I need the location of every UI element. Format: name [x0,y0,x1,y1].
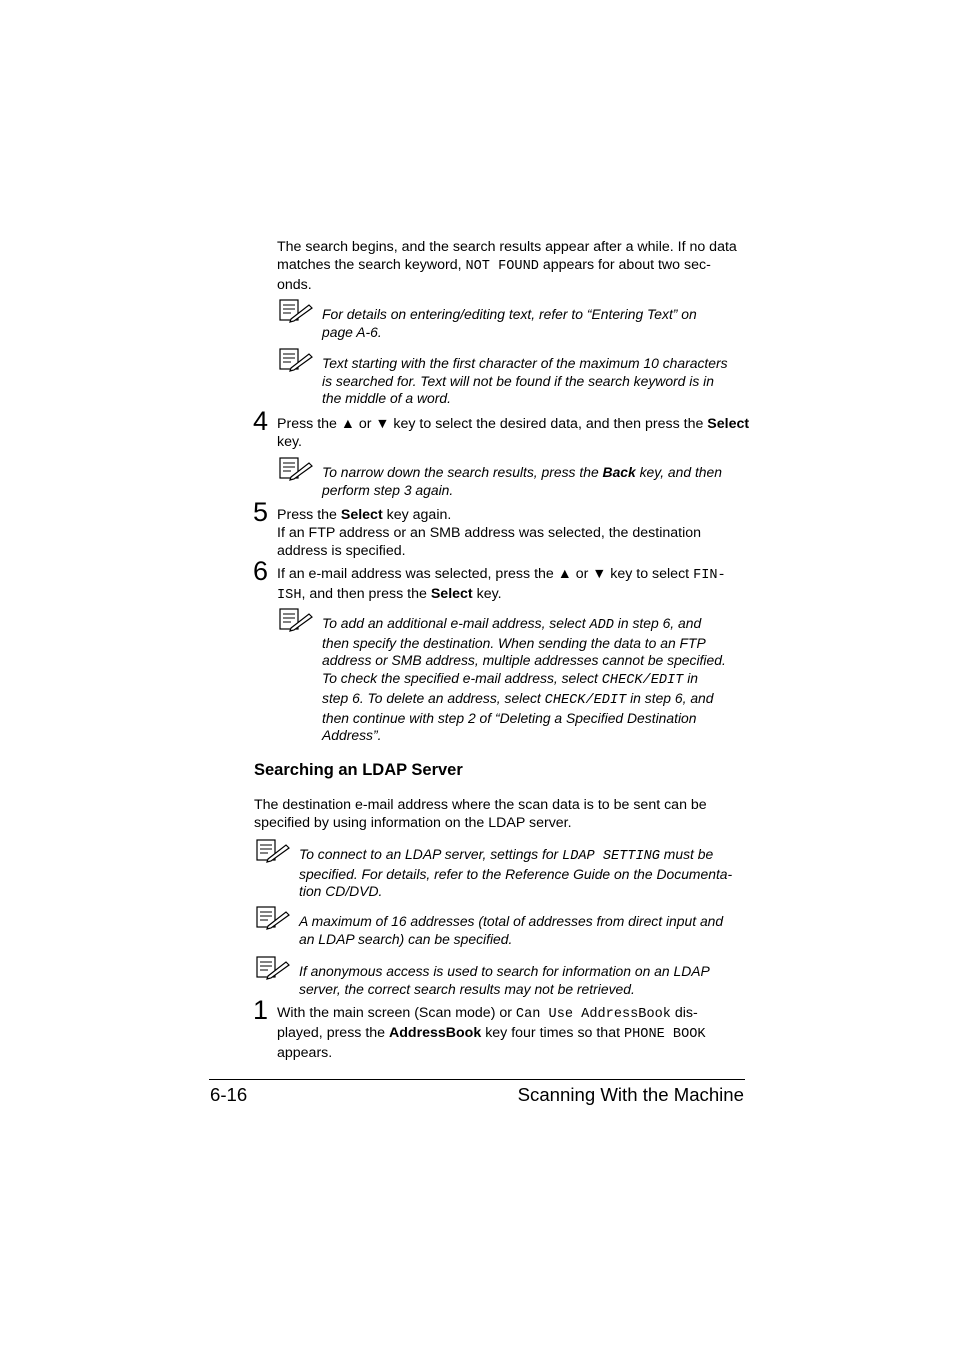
text-span: key. [472,586,502,602]
text-span: key, and then [635,464,722,480]
step-1-line-2 [277,1024,752,1044]
text-span: To connect to an LDAP server, settings for [299,846,563,862]
step-1-line-1 [277,1004,752,1024]
note-7-line-1: If anonymous access is used to search for information on an LDAP [299,963,710,979]
memo-pencil-icon [279,457,313,481]
step-1-line-3: appears. [277,1045,333,1061]
note-4-line-1 [322,615,752,635]
text-span: Press the [277,507,341,523]
note-1-line-1: For details on entering/editing text, refer to “Entering Text” on [322,306,697,322]
text-span: matches the search keyword, [277,257,466,273]
note-5 [299,846,754,901]
step-number-1: 1 [253,995,269,1025]
text-span: To add an additional e-mail address, select [322,615,590,631]
addressbook-key-label: AddressBook [389,1025,482,1041]
intro-line-3: onds. [277,277,312,293]
section-line-1: The destination e-mail address where the scan data is to be sent can be [254,797,707,813]
intro-paragraph [277,238,747,294]
text-span: in step 6, and [613,615,702,631]
note-1-line-2: page A-6. [322,323,382,340]
footer-chapter-title: Scanning With the Machine [517,1084,744,1105]
note-2 [322,355,752,408]
memo-pencil-icon [279,299,313,323]
step-4-text [277,415,752,451]
text-span: in step 6, and [626,689,714,706]
code-phone-book: PHONE BOOK [623,1027,706,1042]
text-span: in [683,670,699,687]
select-key-label: Select [707,416,750,432]
step-number-5: 5 [253,497,269,527]
section-heading: Searching an LDAP Server [254,761,463,779]
code-check-edit: CHECK/EDIT [544,692,627,708]
note-7-line-2: server, the correct search results may not be retrieved. [299,980,635,997]
text-span: key four times so that [481,1025,624,1041]
text-span: If an e-mail address was selected, press the ▲ or ▼ key to select [277,566,694,582]
memo-pencil-icon [256,956,290,980]
text-span: To narrow down the search results, press the [322,464,603,480]
memo-pencil-icon [279,608,313,632]
code-finish-part2: ISH [277,588,302,603]
step-4-line-1 [277,415,752,433]
note-5-line-1 [299,846,754,866]
step-5-text [277,506,752,560]
footer-page-number: 6-16 [210,1084,248,1105]
note-4-line-7: Address”. [322,727,382,744]
text-span: dis- [670,1005,698,1021]
note-4-line-5 [322,690,752,710]
code-finish-part1: FIN- [693,568,726,583]
note-5-line-3: tion CD/DVD. [299,883,383,900]
footer-rule [209,1079,745,1080]
note-2-line-3: the middle of a word. [322,390,451,407]
note-1 [322,306,752,341]
step-6-line-1 [277,565,752,585]
step-5-line-2: If an FTP address or an SMB address was selected, the destination [277,525,702,541]
back-key-label: Back [602,464,636,480]
text-span: must be [659,846,714,862]
code-can-use-addressbook: Can Use AddressBook [515,1007,671,1022]
text-span: key again. [382,507,452,523]
memo-pencil-icon [256,839,290,863]
note-3-line-1 [322,464,752,482]
memo-pencil-icon [256,906,290,930]
note-4-line-6: then continue with step 2 of “Deleting a Specified Destination [322,709,697,726]
step-number-4: 4 [253,406,269,436]
code-check-edit: CHECK/EDIT [601,673,684,689]
section-paragraph [254,796,749,832]
note-2-line-2: is searched for. Text will not be found if the search keyword is in [322,372,714,389]
step-6-line-2 [277,585,752,605]
note-6-line-2: an LDAP search) can be specified. [299,930,513,947]
step-number-6: 6 [253,556,269,586]
section-line-2: specified by using information on the LDAP server. [254,815,572,831]
code-add: ADD [589,618,614,633]
note-4 [322,615,752,745]
text-span: , and then press the [301,586,431,602]
note-4-line-3: address or SMB address, multiple addresses cannot be specified. [322,652,726,669]
note-4-line-4 [322,670,752,690]
note-5-line-2: specified. For details, refer to the Reference Guide on the Documenta- [299,865,733,882]
select-key-label: Select [430,586,473,602]
code-ldap-setting: LDAP SETTING [562,849,660,864]
step-6-text [277,565,752,605]
text-span: step 6. To delete an address, select [322,689,545,706]
memo-pencil-icon [279,348,313,372]
note-6-line-1: A maximum of 16 addresses (total of addresses from direct input and [299,913,724,929]
select-key-label: Select [340,507,383,523]
note-2-line-1: Text starting with the first character of the maximum 10 characters [322,355,728,371]
intro-line-2 [277,256,747,276]
note-4-line-2: then specify the destination. When sending the data to an FTP [322,634,706,651]
note-3-line-2: perform step 3 again. [322,481,454,498]
step-1-text [277,1004,752,1062]
intro-line-1: The search begins, and the search results appear after a while. If no data [277,239,737,255]
code-not-found: NOT FOUND [465,259,539,274]
note-3 [322,464,752,499]
text-span: played, press the [277,1025,389,1041]
note-7 [299,963,754,998]
text-span: With the main screen (Scan mode) or [277,1005,516,1021]
step-4-line-2: key. [277,434,302,450]
text-span: Press the ▲ or ▼ key to select the desired data, and then press the [277,416,708,432]
step-5-line-1 [277,506,752,524]
text-span: appears for about two sec- [538,257,711,273]
text-span: To check the specified e-mail address, select [322,670,602,687]
step-5-line-3: address is specified. [277,543,406,559]
note-6 [299,913,754,948]
